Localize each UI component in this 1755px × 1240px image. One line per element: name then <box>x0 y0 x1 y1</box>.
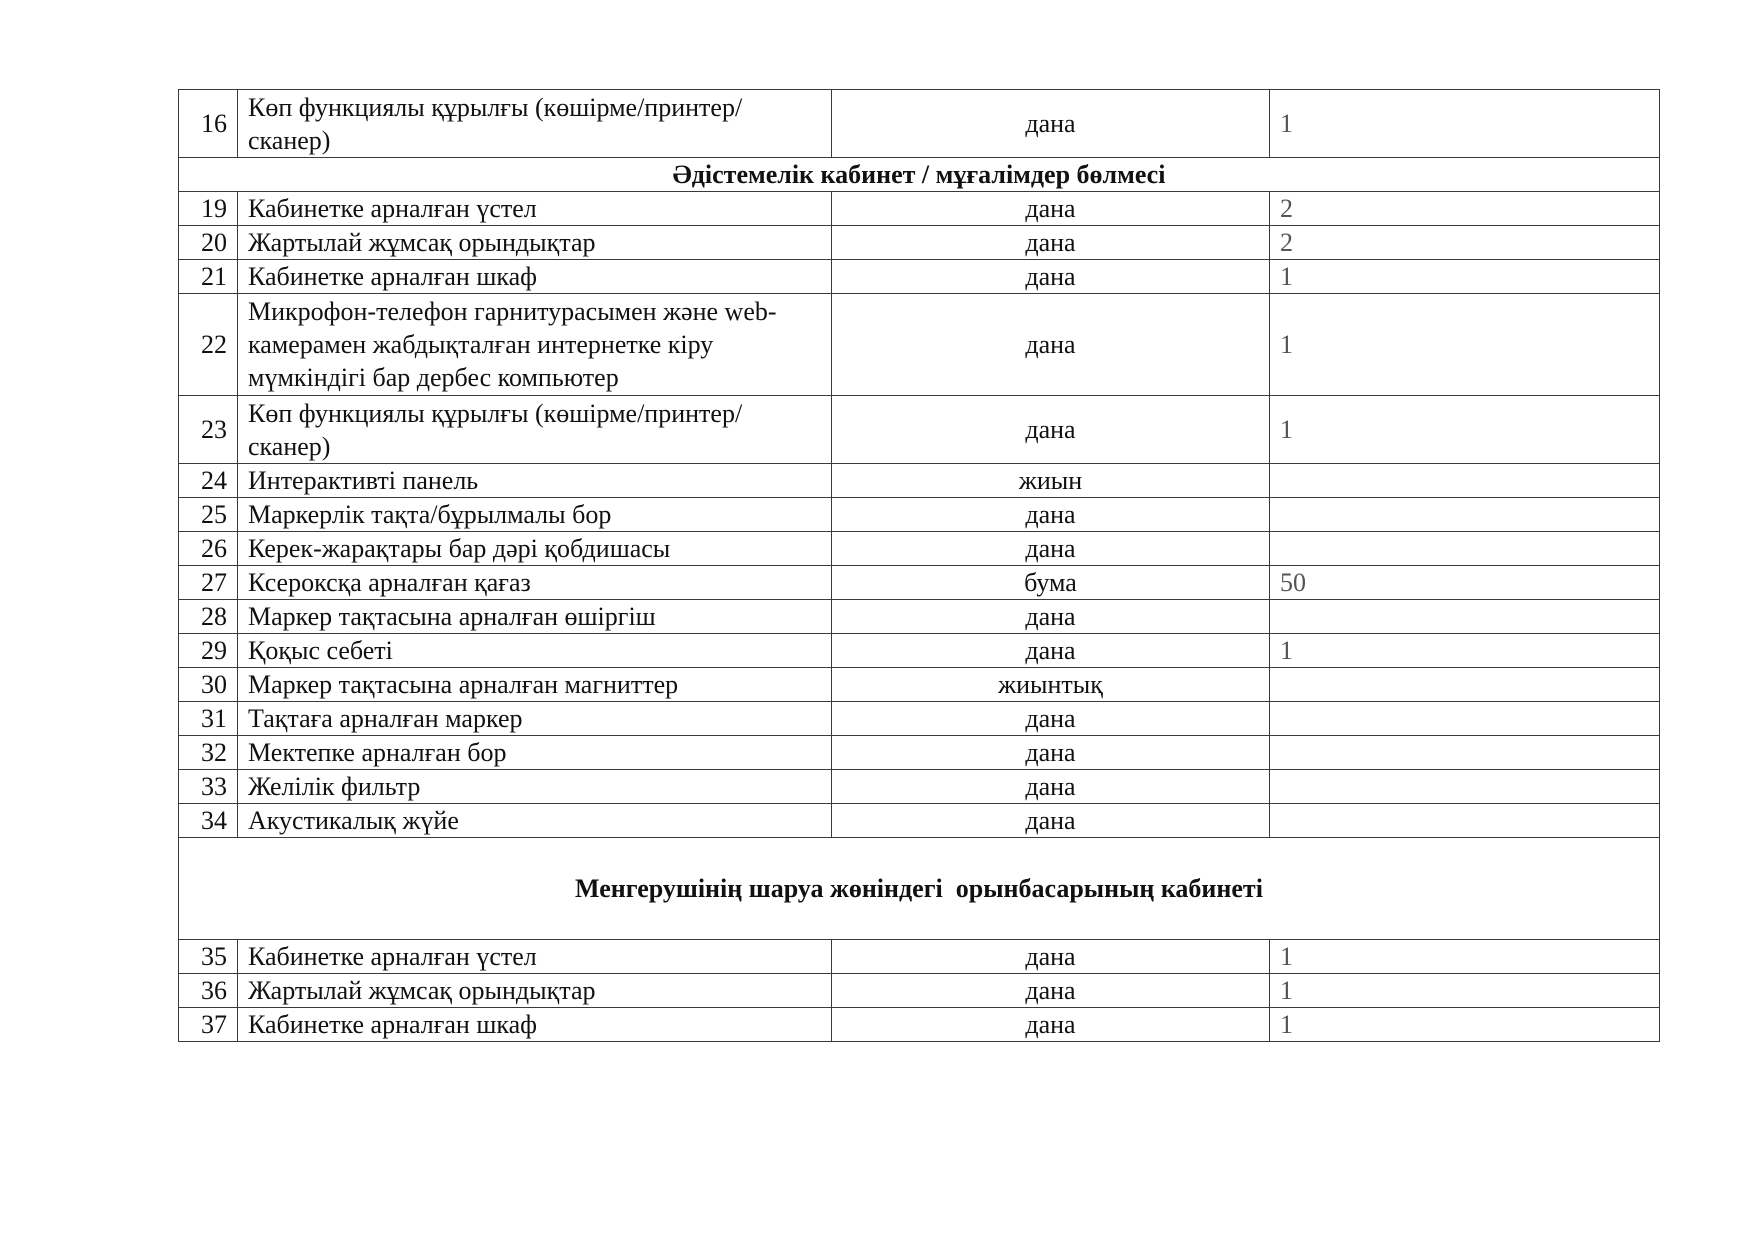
item-unit: дана <box>832 498 1270 532</box>
item-quantity <box>1270 668 1660 702</box>
item-unit: дана <box>832 974 1270 1008</box>
row-number: 19 <box>179 192 238 226</box>
item-unit: жиынтық <box>832 668 1270 702</box>
item-quantity: 1 <box>1270 294 1660 396</box>
table-row <box>179 668 1660 702</box>
table-row <box>179 566 1660 600</box>
row-number: 24 <box>179 464 238 498</box>
item-name: Мектепке арналған бор <box>238 736 832 770</box>
row-number: 31 <box>179 702 238 736</box>
item-quantity <box>1270 464 1660 498</box>
item-unit: дана <box>832 532 1270 566</box>
table-row <box>179 1008 1660 1042</box>
row-number: 28 <box>179 600 238 634</box>
row-number: 25 <box>179 498 238 532</box>
item-name: Кабинетке арналған үстел <box>238 940 832 974</box>
item-unit: дана <box>832 192 1270 226</box>
row-number: 27 <box>179 566 238 600</box>
item-unit: дана <box>832 702 1270 736</box>
table-row <box>179 940 1660 974</box>
row-number: 29 <box>179 634 238 668</box>
table-row <box>179 260 1660 294</box>
item-quantity <box>1270 532 1660 566</box>
item-quantity: 1 <box>1270 1008 1660 1042</box>
item-name: Микрофон-телефон гарнитурасымен және web-камерамен жабдықталған интернетке кіру мүмкіндігі бар дербес компьютер <box>238 294 832 396</box>
item-quantity <box>1270 736 1660 770</box>
item-quantity: 1 <box>1270 634 1660 668</box>
item-unit: дана <box>832 1008 1270 1042</box>
item-name: Кабинетке арналған үстел <box>238 192 832 226</box>
row-number: 33 <box>179 770 238 804</box>
item-quantity <box>1270 600 1660 634</box>
section-heading: Әдістемелік кабинет / мұғалімдер бөлмесі <box>179 158 1660 192</box>
item-name: Желілік фильтр <box>238 770 832 804</box>
row-number: 32 <box>179 736 238 770</box>
equipment-table <box>178 89 1660 1042</box>
table-row <box>179 532 1660 566</box>
item-quantity: 1 <box>1270 90 1660 158</box>
item-name: Маркер тақтасына арналған өшіргіш <box>238 600 832 634</box>
item-quantity <box>1270 498 1660 532</box>
item-quantity: 1 <box>1270 396 1660 464</box>
row-number: 20 <box>179 226 238 260</box>
item-quantity: 2 <box>1270 192 1660 226</box>
item-unit: дана <box>832 770 1270 804</box>
row-number: 36 <box>179 974 238 1008</box>
table-row <box>179 396 1660 464</box>
row-number: 16 <box>179 90 238 158</box>
item-name: Маркерлік тақта/бұрылмалы бор <box>238 498 832 532</box>
row-number: 30 <box>179 668 238 702</box>
item-name: Тақтаға арналған маркер <box>238 702 832 736</box>
section-row <box>179 838 1660 940</box>
item-unit: дана <box>832 804 1270 838</box>
table-row <box>179 974 1660 1008</box>
item-unit: бума <box>832 566 1270 600</box>
item-quantity <box>1270 804 1660 838</box>
table-row <box>179 226 1660 260</box>
item-unit: дана <box>832 396 1270 464</box>
row-number: 37 <box>179 1008 238 1042</box>
item-name: Кабинетке арналған шкаф <box>238 260 832 294</box>
item-name: Интерактивті панель <box>238 464 832 498</box>
section-heading: Менгерушінің шаруа жөніндегі орынбасарының кабинеті <box>179 838 1660 940</box>
table-row <box>179 634 1660 668</box>
table-row <box>179 770 1660 804</box>
table-row <box>179 702 1660 736</box>
item-name: Жартылай жұмсақ орындықтар <box>238 226 832 260</box>
item-quantity: 50 <box>1270 566 1660 600</box>
row-number: 23 <box>179 396 238 464</box>
table-row <box>179 90 1660 158</box>
item-unit: дана <box>832 634 1270 668</box>
item-name: Акустикалық жүйе <box>238 804 832 838</box>
table-row <box>179 804 1660 838</box>
row-number: 26 <box>179 532 238 566</box>
item-quantity: 1 <box>1270 260 1660 294</box>
item-unit: дана <box>832 226 1270 260</box>
table-row <box>179 192 1660 226</box>
item-name: Маркер тақтасына арналған магниттер <box>238 668 832 702</box>
item-quantity: 1 <box>1270 940 1660 974</box>
item-name: Кабинетке арналған шкаф <box>238 1008 832 1042</box>
table-row <box>179 736 1660 770</box>
item-name: Ксероксқа арналған қағаз <box>238 566 832 600</box>
item-name: Қоқыс себеті <box>238 634 832 668</box>
row-number: 22 <box>179 294 238 396</box>
section-row <box>179 158 1660 192</box>
item-unit: дана <box>832 90 1270 158</box>
row-number: 34 <box>179 804 238 838</box>
table-row <box>179 294 1660 396</box>
table-row <box>179 464 1660 498</box>
item-quantity: 1 <box>1270 974 1660 1008</box>
item-name: Керек-жарақтары бар дәрі қобдишасы <box>238 532 832 566</box>
table-row <box>179 498 1660 532</box>
item-name: Көп функциялы құрылғы (көшірме/принтер/сканер) <box>238 90 832 158</box>
item-unit: дана <box>832 600 1270 634</box>
item-unit: дана <box>832 294 1270 396</box>
row-number: 21 <box>179 260 238 294</box>
row-number: 35 <box>179 940 238 974</box>
item-unit: дана <box>832 940 1270 974</box>
item-unit: дана <box>832 736 1270 770</box>
item-name: Жартылай жұмсақ орындықтар <box>238 974 832 1008</box>
table-row <box>179 600 1660 634</box>
item-quantity <box>1270 770 1660 804</box>
item-name: Көп функциялы құрылғы (көшірме/принтер/сканер) <box>238 396 832 464</box>
item-quantity <box>1270 702 1660 736</box>
item-unit: жиын <box>832 464 1270 498</box>
item-quantity: 2 <box>1270 226 1660 260</box>
item-unit: дана <box>832 260 1270 294</box>
